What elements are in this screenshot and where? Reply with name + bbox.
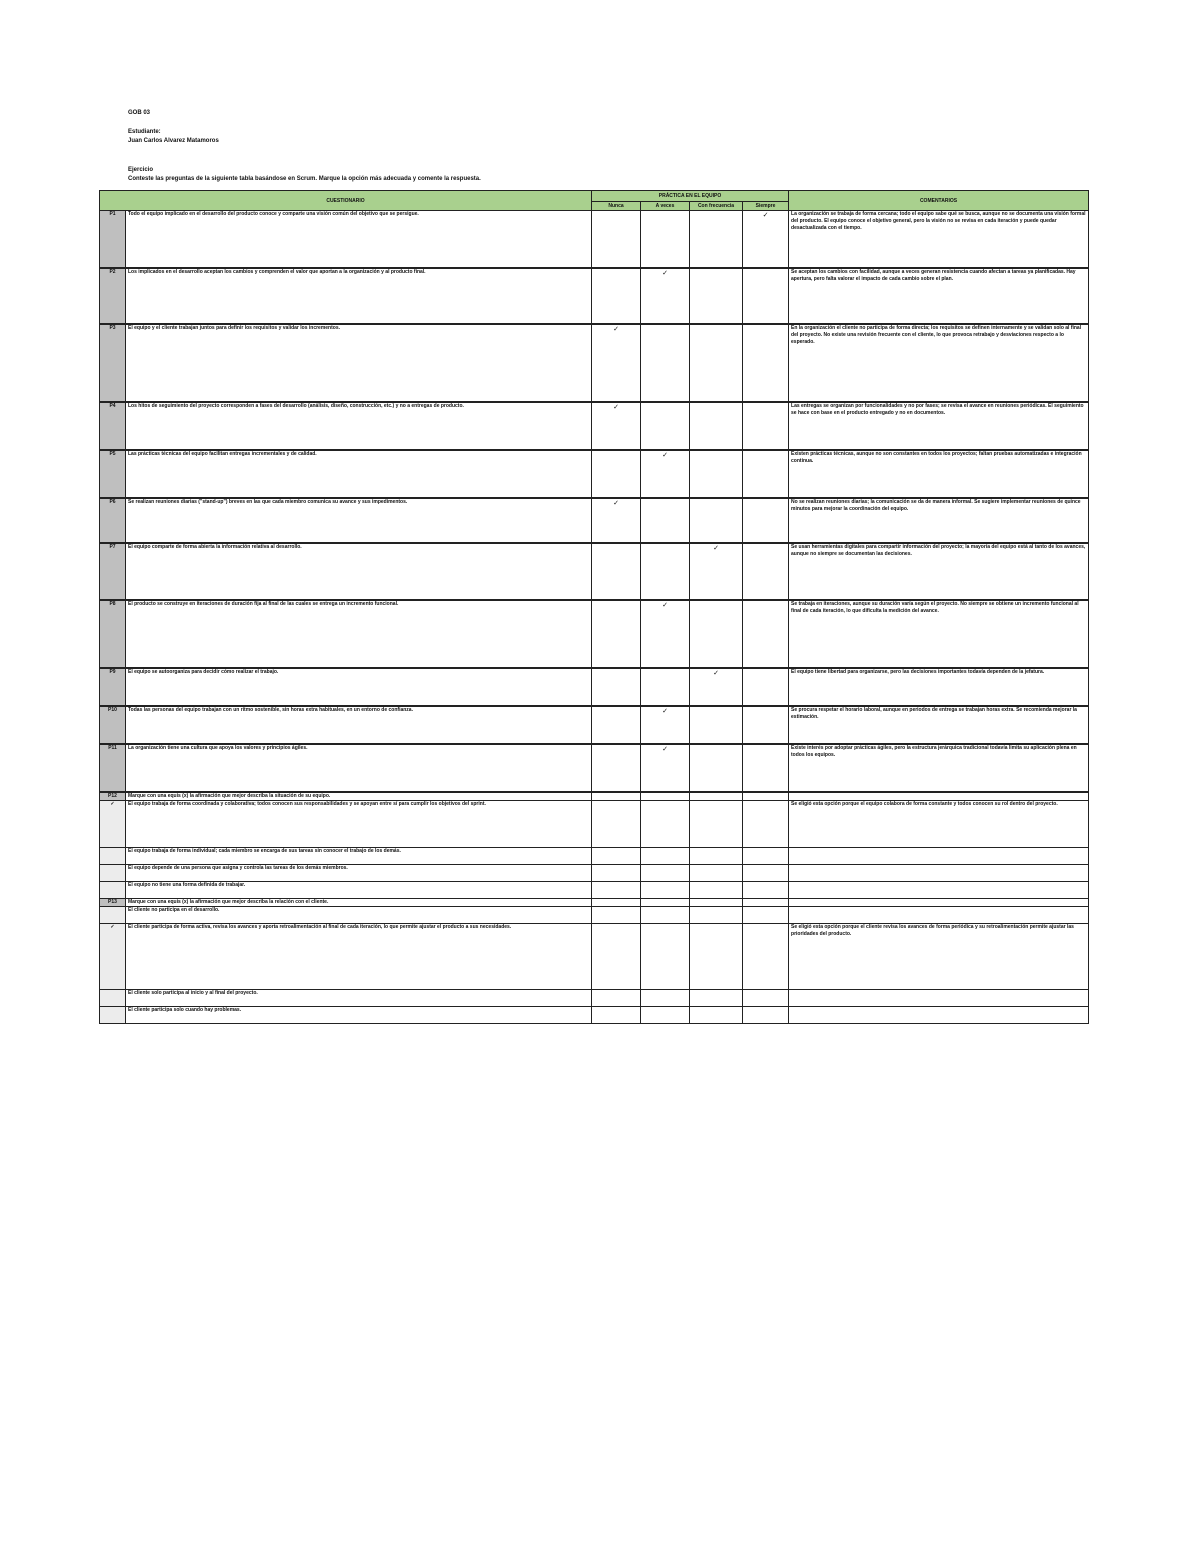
check-mark-icon: ✓ — [713, 669, 719, 677]
question-number — [100, 881, 126, 898]
table-row — [100, 847, 1089, 864]
check-frequently[interactable] — [690, 211, 743, 268]
check-mark-icon: ✓ — [662, 601, 668, 609]
question-number: P6 — [100, 498, 126, 543]
check-frequently[interactable] — [690, 268, 743, 324]
check-sometimes[interactable] — [641, 847, 690, 864]
check-always[interactable] — [743, 402, 789, 450]
table-row — [100, 600, 1089, 668]
table-row — [100, 668, 1089, 706]
table-row — [100, 989, 1089, 1006]
table-row — [100, 923, 1089, 989]
check-sometimes[interactable] — [641, 923, 690, 989]
question-number: P3 — [100, 324, 126, 402]
check-always[interactable] — [743, 268, 789, 324]
table-row — [100, 706, 1089, 744]
question-text: El equipo trabaja de forma individual; cada miembro se encarga de sus tareas sin conocer el trabajo de los demás. — [126, 847, 592, 864]
table-row — [100, 324, 1089, 402]
check-mark-icon: ✓ — [662, 745, 668, 753]
col-frequently: Con frecuencia — [690, 202, 743, 211]
question-text: El cliente participa de forma activa, revisa los avances y aporta retroalimentación al final de cada iteración, lo que permite ajustar el producto a sus necesidades. — [126, 923, 592, 989]
table-row — [100, 881, 1089, 898]
check-sometimes[interactable] — [641, 668, 690, 706]
check-never[interactable] — [592, 881, 641, 898]
check-frequently[interactable] — [690, 450, 743, 498]
check-never[interactable] — [592, 402, 641, 450]
question-number: P9 — [100, 668, 126, 706]
comment-cell — [789, 1006, 1089, 1023]
check-frequently[interactable] — [690, 906, 743, 923]
check-frequently[interactable] — [690, 744, 743, 792]
comment-cell: Existe interés por adoptar prácticas ágiles, pero la estructura jerárquica tradicional todavía limita su aplicación plena en todos los equipos. — [789, 744, 1089, 792]
comment-cell: Las entregas se organizan por funcionalidades y no por fases; se revisa el avance en reuniones periódicas. El seguimiento se hace con base en el producto entregado y no en documentos. — [789, 402, 1089, 450]
section-row — [100, 898, 1089, 906]
question-text: El equipo depende de una persona que asigna y controla las tareas de los demás miembros. — [126, 864, 592, 881]
check-mark-icon: ✓ — [613, 325, 619, 333]
check-never[interactable] — [592, 600, 641, 668]
check-frequently[interactable] — [690, 881, 743, 898]
question-number: P5 — [100, 450, 126, 498]
question-number: P10 — [100, 706, 126, 744]
table-row — [100, 498, 1089, 543]
table-row — [100, 744, 1089, 792]
question-text: El cliente solo participa al inicio y al final del proyecto. — [126, 989, 592, 1006]
table-row — [100, 800, 1089, 847]
comment-cell: Se trabaja en iteraciones, aunque su duración varía según el proyecto. No siempre se obtiene un incremento funcional al final de cada iteración, lo que dificulta la medición del avance. — [789, 600, 1089, 668]
check-always[interactable] — [743, 324, 789, 402]
question-number — [100, 1006, 126, 1023]
check-frequently[interactable] — [690, 864, 743, 881]
comment-cell — [789, 906, 1089, 923]
question-text: La organización tiene una cultura que apoya los valores y principios ágiles. — [126, 744, 592, 792]
check-always[interactable] — [743, 450, 789, 498]
check-sometimes[interactable] — [641, 989, 690, 1006]
check-frequently[interactable] — [690, 498, 743, 543]
question-text: Marque con una equis (x) la afirmación que mejor describa la situación de su equipo. — [126, 792, 592, 801]
check-always[interactable] — [743, 211, 789, 268]
check-always[interactable] — [743, 989, 789, 1006]
question-number: P8 — [100, 600, 126, 668]
section-row — [100, 792, 1089, 801]
check-mark-icon: ✓ — [762, 212, 769, 219]
check-always[interactable] — [743, 498, 789, 543]
question-number: ✓ — [100, 800, 126, 847]
check-never[interactable] — [592, 211, 641, 268]
check-frequently[interactable] — [690, 543, 743, 600]
col-sometimes: A veces — [641, 202, 690, 211]
check-frequently[interactable] — [690, 923, 743, 989]
document-code: GOB 03 — [128, 110, 151, 116]
col-questionnaire: CUESTIONARIO — [100, 191, 592, 211]
check-sometimes[interactable] — [641, 881, 690, 898]
question-text: Los implicados en el desarrollo aceptan los cambios y comprenden el valor que aportan a la organización y al producto final. — [126, 268, 592, 324]
check-sometimes[interactable] — [641, 706, 690, 744]
check-always[interactable] — [743, 906, 789, 923]
check-never[interactable] — [592, 450, 641, 498]
check-always[interactable] — [743, 800, 789, 847]
check-sometimes[interactable] — [641, 864, 690, 881]
questionnaire-table — [99, 190, 1089, 1024]
question-number — [100, 847, 126, 864]
comment-cell — [789, 864, 1089, 881]
question-text: El cliente participa solo cuando hay problemas. — [126, 1006, 592, 1023]
check-never[interactable] — [592, 543, 641, 600]
check-sometimes[interactable] — [641, 800, 690, 847]
check-sometimes[interactable] — [641, 450, 690, 498]
question-number: P2 — [100, 268, 126, 324]
instructions: Conteste las preguntas de la siguiente tabla basándose en Scrum. Marque la opción más adecuada y comente la respuesta. — [128, 176, 481, 182]
check-always[interactable] — [743, 668, 789, 706]
question-number: ✓ — [100, 923, 126, 989]
check-frequently[interactable] — [690, 706, 743, 744]
check-always[interactable] — [743, 706, 789, 744]
question-number: P1 — [100, 211, 126, 268]
check-never[interactable] — [592, 923, 641, 989]
check-frequently[interactable] — [690, 402, 743, 450]
comment-cell: No se realizan reuniones diarias; la comunicación se da de manera informal. Se sugiere implementar reuniones de quince minutos para mejorar la coordinación del equipo. — [789, 498, 1089, 543]
comment-cell: Se eligió esta opción porque el cliente revisa los avances de forma periódica y su retroalimentación permite ajustar las prioridades del producto. — [789, 923, 1089, 989]
check-frequently[interactable] — [690, 600, 743, 668]
check-always[interactable] — [743, 1006, 789, 1023]
comment-cell — [789, 847, 1089, 864]
question-text: El equipo comparte de forma abierta la información relativa al desarrollo. — [126, 543, 592, 600]
question-text: El producto se construye en iteraciones de duración fija al final de las cuales se entrega un incremento funcional. — [126, 600, 592, 668]
check-frequently[interactable] — [690, 324, 743, 402]
check-frequently[interactable] — [690, 668, 743, 706]
question-text: Todo el equipo implicado en el desarrollo del producto conoce y comparte una visión común del objetivo que se persigue. — [126, 211, 592, 268]
check-always[interactable] — [743, 600, 789, 668]
question-number — [100, 906, 126, 923]
check-frequently[interactable] — [690, 989, 743, 1006]
col-always: Siempre — [743, 202, 789, 211]
check-never[interactable] — [592, 268, 641, 324]
check-always[interactable] — [743, 864, 789, 881]
question-text: El equipo no tiene una forma definida de trabajar. — [126, 881, 592, 898]
question-number: P4 — [100, 402, 126, 450]
comment-cell — [789, 989, 1089, 1006]
check-sometimes[interactable] — [641, 1006, 690, 1023]
comment-cell: Se usan herramientas digitales para compartir información del proyecto; la mayoría del equipo está al tanto de los avances, aunque no siempre se documentan las decisiones. — [789, 543, 1089, 600]
check-sometimes[interactable] — [641, 402, 690, 450]
check-sometimes[interactable] — [641, 211, 690, 268]
table-row — [100, 450, 1089, 498]
check-sometimes[interactable] — [641, 498, 690, 543]
table-row — [100, 543, 1089, 600]
question-text: Marque con una equis (x) la afirmación que mejor describa la relación con el cliente. — [126, 898, 592, 906]
check-always[interactable] — [743, 543, 789, 600]
col-practice: PRÁCTICA EN EL EQUIPO — [592, 191, 789, 202]
check-always[interactable] — [743, 847, 789, 864]
check-sometimes[interactable] — [641, 600, 690, 668]
check-always[interactable] — [743, 881, 789, 898]
check-never[interactable] — [592, 906, 641, 923]
question-number — [100, 989, 126, 1006]
comment-cell: Se eligió esta opción porque el equipo colabora de forma constante y todos conocen su rol dentro del proyecto. — [789, 800, 1089, 847]
check-mark-icon: ✓ — [713, 544, 719, 552]
check-mark-icon: ✓ — [613, 403, 619, 411]
comment-cell: Se aceptan los cambios con facilidad, aunque a veces generan resistencia cuando afectan a tareas ya planificadas. Hay apertura, pero falta valorar el impacto de cada cambio sobre el plan. — [789, 268, 1089, 324]
comment-cell: Existen prácticas técnicas, aunque no son constantes en todos los proyectos; faltan pruebas automatizadas e integración continua. — [789, 450, 1089, 498]
check-frequently[interactable] — [690, 847, 743, 864]
check-never[interactable] — [592, 668, 641, 706]
check-frequently[interactable] — [690, 1006, 743, 1023]
comment-cell: Se procura respetar el horario laboral, aunque en periodos de entrega se trabajan horas extra. Se recomienda mejorar la estimación. — [789, 706, 1089, 744]
question-text: Los hitos de seguimiento del proyecto corresponden a fases del desarrollo (análisis, diseño, construcción, etc.) y no a entregas de producto. — [126, 402, 592, 450]
question-number: P12 — [100, 792, 126, 801]
check-never[interactable] — [592, 864, 641, 881]
check-sometimes[interactable] — [641, 744, 690, 792]
check-never[interactable] — [592, 800, 641, 847]
check-sometimes[interactable] — [641, 324, 690, 402]
table-row — [100, 864, 1089, 881]
comment-cell: En la organización el cliente no participa de forma directa; los requisitos se definen internamente y se validan solo al final del proyecto. No existe una revisión frecuente con el cliente, lo que provoca retrabajo y desviaciones respecto a lo esperado. — [789, 324, 1089, 402]
student-name: Juan Carlos Alvarez Matamoros — [128, 138, 219, 144]
check-never[interactable] — [592, 706, 641, 744]
check-never[interactable] — [592, 324, 641, 402]
question-text: Se realizan reuniones diarias ("stand-up") breves en las que cada miembro comunica su avance y sus impedimentos. — [126, 498, 592, 543]
check-never[interactable] — [592, 847, 641, 864]
comment-cell: El equipo tiene libertad para organizarse, pero las decisiones importantes todavía dependen de la jefatura. — [789, 668, 1089, 706]
check-sometimes[interactable] — [641, 268, 690, 324]
table-row — [100, 268, 1089, 324]
col-never: Nunca — [592, 202, 641, 211]
check-never[interactable] — [592, 989, 641, 1006]
check-always[interactable] — [743, 923, 789, 989]
comment-cell: La organización se trabaja de forma cercana; todo el equipo sabe qué se busca, aunque no se documenta una visión formal del producto. El equipo conoce el objetivo general, pero la visión no se revisa en cada iteración y puede quedar desactualizada con el tiempo. — [789, 211, 1089, 268]
check-mark-icon: ✓ — [613, 499, 619, 507]
question-text: Todas las personas del equipo trabajan con un ritmo sostenible, sin horas extra habituales, en un entorno de confianza. — [126, 706, 592, 744]
check-mark-icon: ✓ — [662, 269, 668, 277]
question-number — [100, 864, 126, 881]
check-sometimes[interactable] — [641, 543, 690, 600]
question-text: Las prácticas técnicas del equipo facilitan entregas incrementales y de calidad. — [126, 450, 592, 498]
check-never[interactable] — [592, 744, 641, 792]
question-number: P13 — [100, 898, 126, 906]
check-never[interactable] — [592, 498, 641, 543]
check-mark-icon: ✓ — [662, 451, 668, 459]
question-text: El cliente no participa en el desarrollo. — [126, 906, 592, 923]
col-comments: COMENTARIOS — [789, 191, 1089, 211]
question-number: P11 — [100, 744, 126, 792]
comment-cell — [789, 881, 1089, 898]
student-label: Estudiante: — [128, 129, 161, 135]
check-frequently[interactable] — [690, 800, 743, 847]
check-sometimes[interactable] — [641, 906, 690, 923]
check-always[interactable] — [743, 744, 789, 792]
table-row — [100, 1006, 1089, 1023]
question-text: El equipo y el cliente trabajan juntos para definir los requisitos y validar los incrementos. — [126, 324, 592, 402]
question-text: El equipo trabaja de forma coordinada y colaborativa; todos conocen sus responsabilidades y se apoyan entre sí para cumplir los objetivos del sprint. — [126, 800, 592, 847]
section-title: Ejercicio — [128, 167, 154, 173]
table-row — [100, 906, 1089, 923]
question-text: El equipo se autoorganiza para decidir cómo realizar el trabajo. — [126, 668, 592, 706]
check-never[interactable] — [592, 1006, 641, 1023]
table-row — [100, 402, 1089, 450]
table-row — [100, 211, 1089, 268]
check-mark-icon: ✓ — [662, 707, 668, 715]
question-number: P7 — [100, 543, 126, 600]
